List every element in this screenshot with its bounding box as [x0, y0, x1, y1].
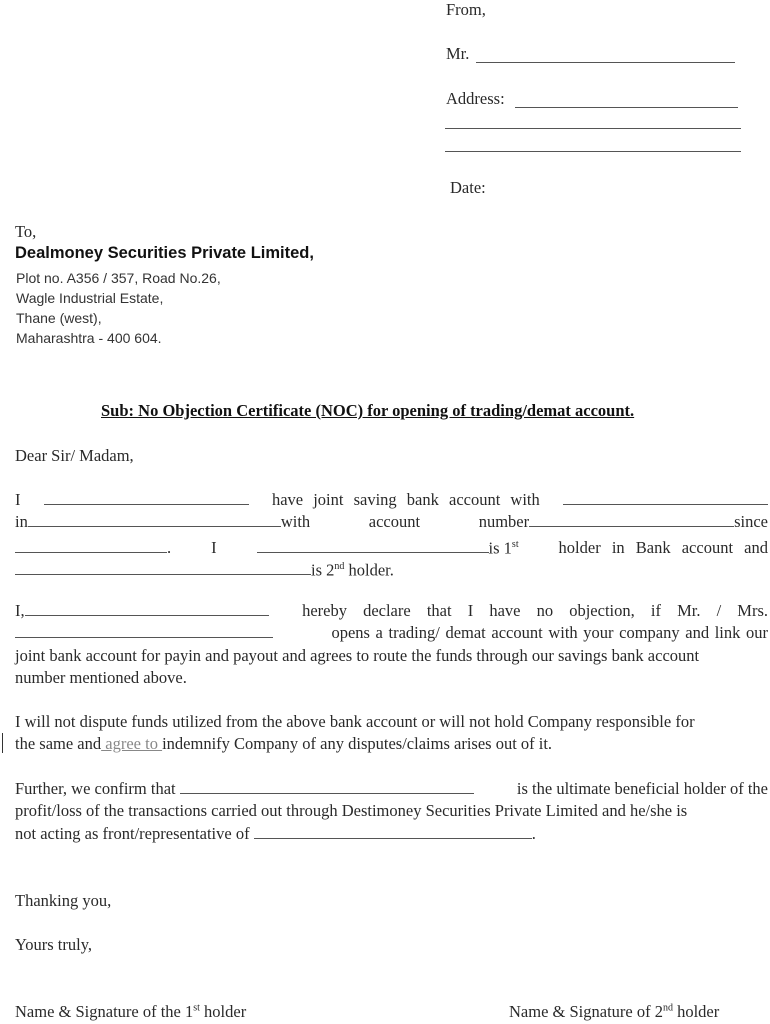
para2-line1 [15, 600, 768, 622]
text: joint bank account for payin and payout and agrees to route the funds through our savings bank account [15, 645, 700, 665]
applicant-name-blank[interactable] [15, 622, 273, 638]
text: have joint saving bank account with [271, 490, 540, 509]
account-number-blank[interactable] [529, 511, 734, 527]
text: opens a trading/ demat account with your company and link our [331, 623, 768, 643]
address-line: Thane (west), [16, 310, 102, 326]
text: holder [672, 1002, 720, 1021]
para4-line2 [15, 800, 768, 822]
text: agree to [101, 734, 163, 754]
subject-line: Sub: No Objection Certificate (NOC) for opening of trading/demat account. [101, 401, 635, 420]
text: I [211, 538, 217, 558]
text: holder. [344, 560, 394, 580]
first-holder-name-blank[interactable] [257, 537, 489, 553]
paragraph-declaration [15, 600, 768, 689]
from-label: From, [446, 0, 486, 19]
text: with [280, 512, 311, 532]
thanking-you: Thanking you, [15, 891, 112, 910]
paragraph-holders [15, 489, 768, 578]
text: hereby declare that I have no objection, if Mr. / Mrs. [302, 601, 768, 620]
text: holder in Bank account and [558, 538, 768, 558]
text: number [478, 512, 530, 532]
paragraph-indemnity [15, 711, 768, 756]
text: I, [15, 601, 25, 620]
address-line: Maharashtra - 400 604. [16, 330, 162, 346]
mr-name-blank[interactable] [476, 62, 735, 63]
para1-line1 [15, 489, 768, 511]
beneficial-holder-blank[interactable] [180, 778, 474, 794]
text: profit/loss of the transactions carried out through Destimoney Securities Private Limited and he/she is [15, 801, 688, 821]
text: . [167, 538, 172, 558]
address-label: Address: [446, 89, 505, 108]
text: is 1 [488, 538, 512, 558]
superscript: nd [662, 1002, 673, 1014]
address-blank-2[interactable] [445, 128, 741, 129]
text: Name & Signature of the 1 [15, 1002, 194, 1021]
text: number mentioned above. [15, 667, 187, 687]
text: . [531, 823, 536, 843]
branch-blank[interactable] [28, 511, 281, 527]
superscript: st [193, 1002, 200, 1014]
holder1-name-blank[interactable] [44, 489, 249, 505]
text: Further, we confirm that [15, 779, 176, 798]
address-line: Wagle Industrial Estate, [16, 290, 164, 306]
para4-line3 [15, 823, 768, 845]
para2-line4 [15, 667, 768, 689]
text: indemnify Company of any disputes/claims arises out of it. [162, 734, 553, 754]
date-label: Date: [450, 178, 486, 197]
text: I [15, 490, 21, 509]
superscript: nd [334, 560, 345, 572]
para2-line3 [15, 645, 768, 667]
text: is the ultimate beneficial holder of the [516, 779, 768, 798]
text: is 2 [311, 560, 335, 580]
para1-line2 [15, 511, 768, 533]
address-blank-1[interactable] [515, 107, 738, 108]
para3-line2 [15, 733, 768, 755]
address-line: Plot no. A356 / 357, Road No.26, [16, 270, 221, 286]
para1-line3 [15, 534, 768, 556]
to-label: To, [15, 222, 37, 241]
address-blank-3[interactable] [445, 151, 741, 152]
paragraph-beneficial-holder [15, 778, 768, 845]
text: Name & Signature of 2 [509, 1002, 663, 1021]
text: since [734, 512, 768, 532]
since-date-blank[interactable] [15, 537, 167, 553]
declarant-name-blank[interactable] [25, 600, 269, 616]
text: the same and [15, 734, 102, 754]
second-holder-name-blank[interactable] [15, 559, 311, 575]
representative-blank[interactable] [254, 823, 532, 839]
company-name: Dealmoney Securities Private Limited, [15, 244, 314, 262]
text: holder [199, 1002, 247, 1021]
para4-line1 [15, 778, 768, 800]
text: account [368, 512, 421, 532]
para2-line2 [15, 622, 768, 644]
signature-second-holder [509, 1002, 719, 1022]
text: I will not dispute funds utilized from the above bank account or will not hold Company responsible for [15, 712, 695, 731]
superscript: st [511, 538, 519, 550]
salutation: Dear Sir/ Madam, [15, 446, 134, 465]
bank-name-blank[interactable] [563, 489, 768, 505]
signature-first-holder [15, 1002, 246, 1022]
yours-truly: Yours truly, [15, 935, 93, 954]
text: in [15, 512, 28, 532]
margin-mark [2, 733, 3, 753]
mr-label: Mr. [446, 44, 470, 63]
text: not acting as front/representative of [15, 823, 250, 843]
para3-line1 [15, 711, 768, 733]
